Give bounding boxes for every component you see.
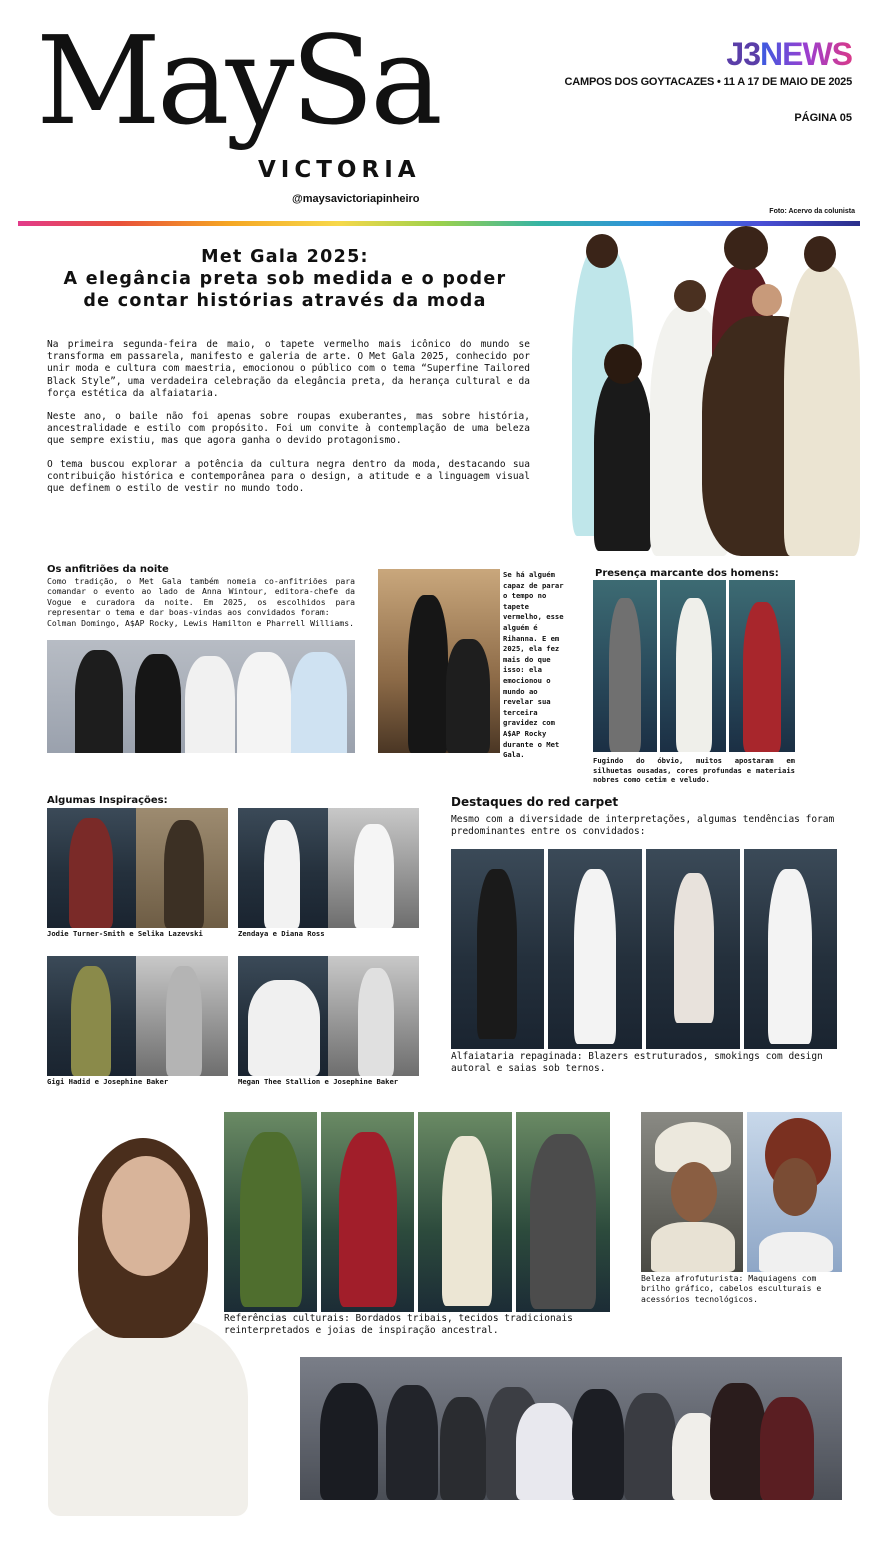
newspaper-logo-j3: J3 <box>726 36 760 72</box>
bottom-group-photo <box>300 1357 842 1500</box>
instagram-handle[interactable]: @maysavictoriapinheiro <box>292 193 420 205</box>
inspiration-photo-1b <box>136 808 228 928</box>
inspiration-caption-3: Gigi Hadid e Josephine Baker <box>47 1077 169 1086</box>
edition-dateline: CAMPOS DOS GOYTACAZES • 11 A 17 DE MAIO DE 2025 <box>564 76 852 88</box>
hosts-body: Como tradição, o Met Gala também nomeia co-anfitriões para comandar o evento ao lado de Anna Wintour, editora-chefe da Vogue e curadora da noite. Em 2025, os escolhidos para representar o tema e dar boas-vindas aos convidados foram: <box>47 576 355 618</box>
beauty-photo-1 <box>641 1112 743 1272</box>
inspiration-photo-4a <box>238 956 328 1076</box>
page-number: PÁGINA 05 <box>794 112 852 124</box>
beauty-photo-2 <box>747 1112 842 1272</box>
men-photo-1 <box>593 580 657 752</box>
intro-paragraph-3: O tema buscou explorar a potência da cultura negra dentro da moda, destacando sua contribuição histórica e contemporânea para o design, a atitude e a linguagem visual que definem o estilo de vestir no mundo todo. <box>47 458 530 495</box>
headline-line-1: Met Gala 2025: <box>201 247 369 267</box>
men-photo-3 <box>729 580 795 752</box>
article-intro <box>47 339 530 506</box>
photo-credit: Foto: Acervo da colunista <box>769 208 855 215</box>
cultural-photo-2 <box>321 1112 414 1312</box>
columnist-logo: MaySa <box>36 10 439 152</box>
headline-line-2: A elegância preta sob medida e o poder <box>63 269 507 289</box>
article-headline <box>30 246 540 312</box>
inspiration-caption-2: Zendaya e Diana Ross <box>238 929 325 938</box>
inspiration-photo-2a <box>238 808 328 928</box>
hosts-title: Os anfitriões da noite <box>47 564 169 575</box>
inspiration-photo-2b <box>328 808 419 928</box>
men-title: Presença marcante dos homens: <box>595 568 779 579</box>
highlights-caption: Alfaiataria repaginada: Blazers estruturados, smokings com design autoral e saias sob ternos. <box>451 1051 823 1075</box>
inspiration-photo-3a <box>47 956 136 1076</box>
intro-paragraph-2: Neste ano, o baile não foi apenas sobre roupas exuberantes, mas sobre história, ancestralidade e estilo com propósito. Foi um convite à contemplação de uma beleza que sempre existiu, mas que agora ganha o devido protagonismo. <box>47 411 530 447</box>
men-photo-2 <box>660 580 726 752</box>
hero-group-photo <box>562 226 862 562</box>
beauty-caption: Beleza afrofuturista: Maquiagens com brilho gráfico, cabelos esculturais e acessórios tecnológicos. <box>641 1273 822 1304</box>
hosts-photo <box>47 640 355 753</box>
inspirations-title: Algumas Inspirações: <box>47 795 168 806</box>
hosts-names: Colman Domingo, A$AP Rocky, Lewis Hamilton e Pharrell Williams. <box>47 617 354 628</box>
highlight-photo-3 <box>646 849 740 1049</box>
cultural-caption: Referências culturais: Bordados tribais, tecidos tradicionais reinterpretados e joias de inspiração ancestral. <box>224 1313 573 1337</box>
cultural-photo-1 <box>224 1112 317 1312</box>
newspaper-logo-news: NEWS <box>760 36 852 72</box>
rihanna-caption: Se há alguém capaz de parar o tempo no tapete vermelho, esse alguém é Rihanna. E em 2025, ela fez mais do que isso: ela emocionou o mundo ao revelar sua terceira gravidez com A$AP Rocky durante o Met Gala. <box>503 570 564 760</box>
highlight-photo-2 <box>548 849 642 1049</box>
inspiration-caption-4: Megan Thee Stallion e Josephine Baker <box>238 1077 399 1086</box>
newspaper-logo <box>726 36 852 73</box>
inspiration-photo-3b <box>136 956 228 1076</box>
inspiration-caption-1: Jodie Turner-Smith e Selika Lazevski <box>47 929 203 938</box>
rihanna-photo <box>378 569 500 753</box>
cultural-photo-4 <box>516 1112 610 1312</box>
hosts-text <box>47 576 355 628</box>
inspiration-photo-4b <box>328 956 419 1076</box>
intro-paragraph-1: Na primeira segunda-feira de maio, o tapete vermelho mais icônico do mundo se transforma em passarela, manifesto e galeria de arte. O Met Gala 2025, conhecido por unir moda e cultura com maestria, emocionou o público com o tema “Superfine Tailored Black Style”, uma verdadeira celebração da elegância preta, da herança cultural e da força estética da alfaiataria. <box>47 339 530 399</box>
inspiration-photo-1a <box>47 808 136 928</box>
columnist-logo-subtitle: VICTORIA <box>258 157 421 183</box>
headline-line-3: de contar histórias através da moda <box>83 291 487 311</box>
men-caption: Fugindo do óbvio, muitos apostaram em silhuetas ousadas, cores profundas e materiais nobres como cetim e veludo. <box>593 756 795 785</box>
highlight-photo-4 <box>744 849 837 1049</box>
cultural-photo-3 <box>418 1112 512 1312</box>
highlight-photo-1 <box>451 849 544 1049</box>
highlights-intro: Mesmo com a diversidade de interpretações, algumas tendências foram predominantes entre os convidados: <box>451 814 835 838</box>
highlights-title: Destaques do red carpet <box>451 795 619 809</box>
